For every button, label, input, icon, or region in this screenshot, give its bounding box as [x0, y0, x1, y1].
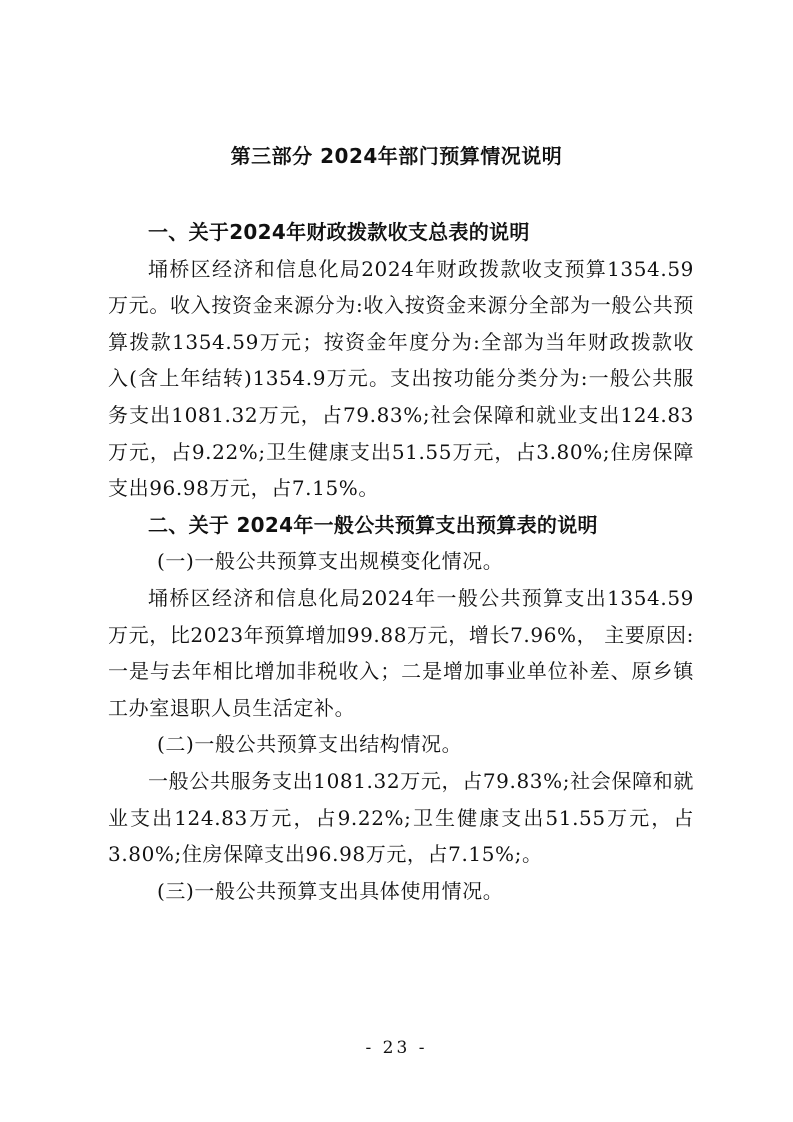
- subsection-heading-1: (一)一般公共预算支出规模变化情况。: [157, 549, 504, 574]
- body-paragraph-3: 一般公共服务支出1081.32万元，占79.83%;社会保障和就业支出124.83万元，占9.22%;卫生健康支出51.55万元，占3.80%;住房保障支出96.98万元，占7.15%;。: [108, 768, 694, 867]
- section-heading-2: 二、关于 2024年一般公共预算支出预算表的说明: [148, 512, 598, 537]
- page-number: - 23 -: [365, 1038, 428, 1058]
- page-title: 第三部分 2024年部门预算情况说明: [230, 144, 563, 168]
- document-body: [108, 214, 694, 909]
- body-paragraph-1: 埇桥区经济和信息化局2024年财政拨款收支预算1354.59万元。收入按资金来源分为:收入按资金来源分全部为一般公共预算拨款1354.59万元；按资金年度分为:全部为当年财政拨款收入(含上年结转)1354.9万元。支出按功能分类分为:一般公共服务支出1081.32万元，占79.83%;社会保障和就业支出124.83万元，占9.22%;卫生健康支出51.55万元，占3.80%;住房保障支出96.98万元，占7.15%。: [108, 256, 694, 501]
- body-paragraph-2: 埇桥区经济和信息化局2024年一般公共预算支出1354.59万元，比2023年预算增加99.88万元，增长7.96%， 主要原因:一是与去年相比增加非税收入；二是增加事业单位补差、原乡镇工办室退职人员生活定补。: [108, 585, 694, 720]
- section-heading-1: 一、关于2024年财政拨款收支总表的说明: [148, 220, 530, 244]
- subsection-heading-3: (三)一般公共预算支出具体使用情况。: [157, 878, 504, 903]
- subsection-heading-2: (二)一般公共预算支出结构情况。: [157, 732, 463, 757]
